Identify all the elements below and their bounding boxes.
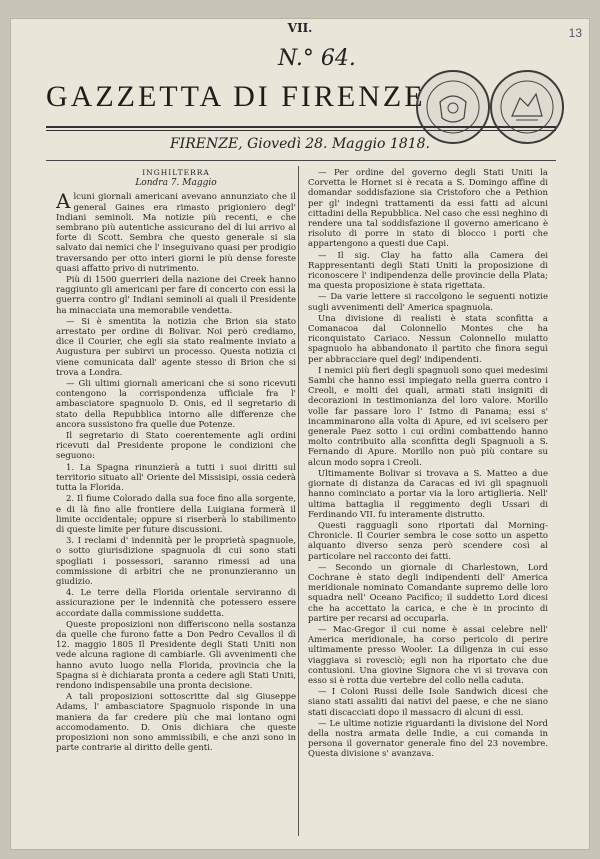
dateline: FIRENZE, Giovedì 28. Maggio 1818. xyxy=(169,136,431,152)
section-heading: INGHILTERRA xyxy=(142,168,210,177)
issue-number: N.° 64. xyxy=(278,46,356,71)
article-paragraph: Queste proposizioni non differiscono nella sostanza da quelle che furono fatte a Don Pedro Cevallos il dì 12. maggio 1805 Il Presidente degli Stati Uniti non vede alcuna ragione di cambiarle. Gli avvenimenti che hanno avuto luogo nella Florida, provincia che la Spagna si è dichiarata pronta a cedere agli Stati Uniti, rendono indispensabile una pronta decisione. xyxy=(56,619,296,691)
article-paragraph: — I Coloni Russi delle Isole Sandwich dicesi che siano stati assaliti dai nativi del paese, e che ne siano stati discacciati dopo il massacro di alcuni di essi. xyxy=(308,687,548,718)
sheet-number: 13 xyxy=(568,26,582,40)
right-column xyxy=(308,168,548,836)
article-paragraph: — Secondo un giornale di Charlestown, Lord Cochrane è stato degli indipendenti dell' America meridionale nominato Comandante supremo delle loro squadra nell' Oceano Pacifico; il suddetto Lord dicesi che ha accettato la carica, e che è in procinto di partire per recarsi ad occuparla. xyxy=(308,562,548,624)
article-paragraph: Più di 1500 guerrieri della nazione dei Creek hanno raggiunto gli americani per fare di concerto con essi la guerra contro gl' Indiani seminoli ai quali il Presidente ha minacciata una memorabile vendetta. xyxy=(56,275,296,316)
article-paragraph: 3. I reclami d' indennità per le proprietà spagnuole, o sotto giurisdizione spagnuola di cui sono stati spogliati i possessori, saranno rimessi ad una commissione di arbitri che ne pronunzieranno un giudizio. xyxy=(56,536,296,587)
article-paragraph: — Si è smentita la notizia che Brion sia stato arrestato per ordine di Bolivar. Noi però crediamo, dice il Courier, che egli sia stato realmente inviato a Augustura per subirvi un processo. Questa notizia ci viene comunicata dall' agente stesso di Brion che si trova a Londra. xyxy=(56,316,296,378)
article-paragraph: 4. Le terre della Florida orientale serviranno di assicurazione per le indennità che potessero essere accordate dalla commissione suddetta. xyxy=(56,588,296,619)
article-paragraph: 2. Il fiume Colorado dalla sua foce fino alla sorgente, e di là fino alle frontiere della Luigiana formerà il limite occidentale; oppure si riserberà lo stabilimento di queste limite per future discussioni. xyxy=(56,494,296,535)
newspaper-page xyxy=(10,18,590,850)
page-number: VII. xyxy=(287,21,313,35)
article-paragraph: — Mac-Gregor il cui nome è assai celebre nell' America meridionale, ha corso pericolo di perire ultimamente presso Wooler. La diligenza in cui esso viaggiava si rovesciò; egli non ha riportato che due contusioni. Una giovine Signora che vi si trovava con esso si è rotta due vertebre del collo nella caduta. xyxy=(308,624,548,686)
article-paragraph: — Da varie lettere si raccolgono le seguenti notizie sugli avvenimenti dell' America spagnuola. xyxy=(308,292,548,313)
article-paragraph: A tali proposizioni sottoscritte dal sig Giuseppe Adams, l' ambasciatore Spagnuolo risponde in una maniera da far credere più che mai lontano ogni accomodamento. D. Onis dichiara che queste proposizioni non sono ammissibili, e che anzi sono in parte contrarie al diritto delle genti. xyxy=(56,692,296,754)
masthead-title: GAZZETTA DI FIRENZE xyxy=(46,80,426,113)
article-paragraph: — Il sig. Clay ha fatto alla Camera dei Rappresentanti degli Stati Uniti la proposizione di riconoscere l' indipendenza delle provincie della Plata; ma questa proposizione è stata rigettata. xyxy=(308,250,548,292)
tax-stamp-seal xyxy=(416,70,490,144)
article-paragraph: Il segretario di Stato coerentemente agli ordini ricevuti dal Presidente propone le condizioni che seguono: xyxy=(56,431,296,462)
article-paragraph: Questi ragguagli sono riportati dal Morning-Chronicle. Il Courier sembra le cose sotto un aspetto alquanto diverso senza però scendere così al particolare nel racconto dei fatti. xyxy=(308,520,548,562)
article-paragraph: I nemici più fieri degli spagnuoli sono quei medesimi Sambi che hanno essi impiegato nella guerra contro i Creoli, e molti dei quali, armati stati insigniti di decorazioni in testimonianza del loro valore. Morillo volle far passare loro l' Istmo di Panama; essi s' incamminarono alla volta di Apure, ed ivi scelsero per generale Paez sotto i cui ordini combattendo hanno molto contribuito alla sconfitta degli Spagnuoli a S. Fernando di Apure. Morillo non può più contare su alcun modo sopra i Creoli. xyxy=(308,365,548,468)
masthead-rule-thick xyxy=(46,126,556,128)
article-paragraph: Alcuni giornali americani avevano annunziato che il general Gaines era rimasto prigioniero degl' Indiani seminoli. Ma notizie più recenti, e che sembrano più autentiche assicurano del di lui arrivo al forte di Scott. Sembra che questo generale si sia salvato dai nemici che l' inseguivano quasi per prodigio traversando per otto interi giorni le più dense foreste quasi affatto privo di nutrimento. xyxy=(56,189,296,274)
column-divider xyxy=(298,166,299,836)
article-paragraph: — Gli ultimi giornali americani che si sono ricevuti contengono la corrispondenza ufficiale fra l' ambasciatore spagnuolo D. Onis, ed il segretario di stato della Repubblica intorno alle differenze che ancora sussistono fra quelle due Potenze. xyxy=(56,379,296,430)
bollo-stamp-seal xyxy=(490,70,564,144)
masthead-rule-thin xyxy=(46,130,556,131)
lion-emblem-icon xyxy=(492,72,562,142)
article-paragraph: — Le ultime notizie riguardanti la divisione del Nord della nostra armata delle Indie, a cui comanda in persona il governator generale fino del 23 novembre. Questa divisione s' avanzava. xyxy=(308,718,548,760)
article-paragraph: Una divisione di realisti è stata sconfitta a Comanacoa dal Colonnello Montes che ha riconquistato Cariaco. Nessun Colonnello mulatto spagnuolo ha abbandonato il partito che finora seguì per abbracciare quel degl' indipendenti. xyxy=(308,313,548,365)
dateline-rule xyxy=(46,160,556,161)
left-column xyxy=(56,168,296,836)
article-paragraph: Ultimamente Bolivar si trovava a S. Matteo a due giornate di distanza da Caracas ed ivi gli spagnuoli hanno cominciato a portar via la loro artiglieria. Nell' ultima battaglia il reggimento degli Ussari di Ferdinando VII. fu interamente distrutto. xyxy=(308,468,548,520)
article-paragraph: 1. La Spagna rinunzierà a tutti i suoi diritti sul territorio situato all' Oriente del Missisipi, ossia cederà tutta la Florida. xyxy=(56,462,296,494)
stamp-emblem-icon xyxy=(418,72,488,142)
article-paragraph: — Per ordine del governo degli Stati Uniti la Corvetta le Hornet si è recata a S. Domingo affine di domandar soddisfazione sia Cristoforo che a Pethion per gl' indegni trattamenti da essi fatti ad alcuni cittadini della Repubblica. Nel caso che essi neghino di rendere una tal soddisfazione il governo americano è risoluto di porre in stato di blocco i porti che appartengono a questi due Capi. xyxy=(308,168,548,250)
section-dateline: Londra 7. Maggio xyxy=(135,178,217,189)
